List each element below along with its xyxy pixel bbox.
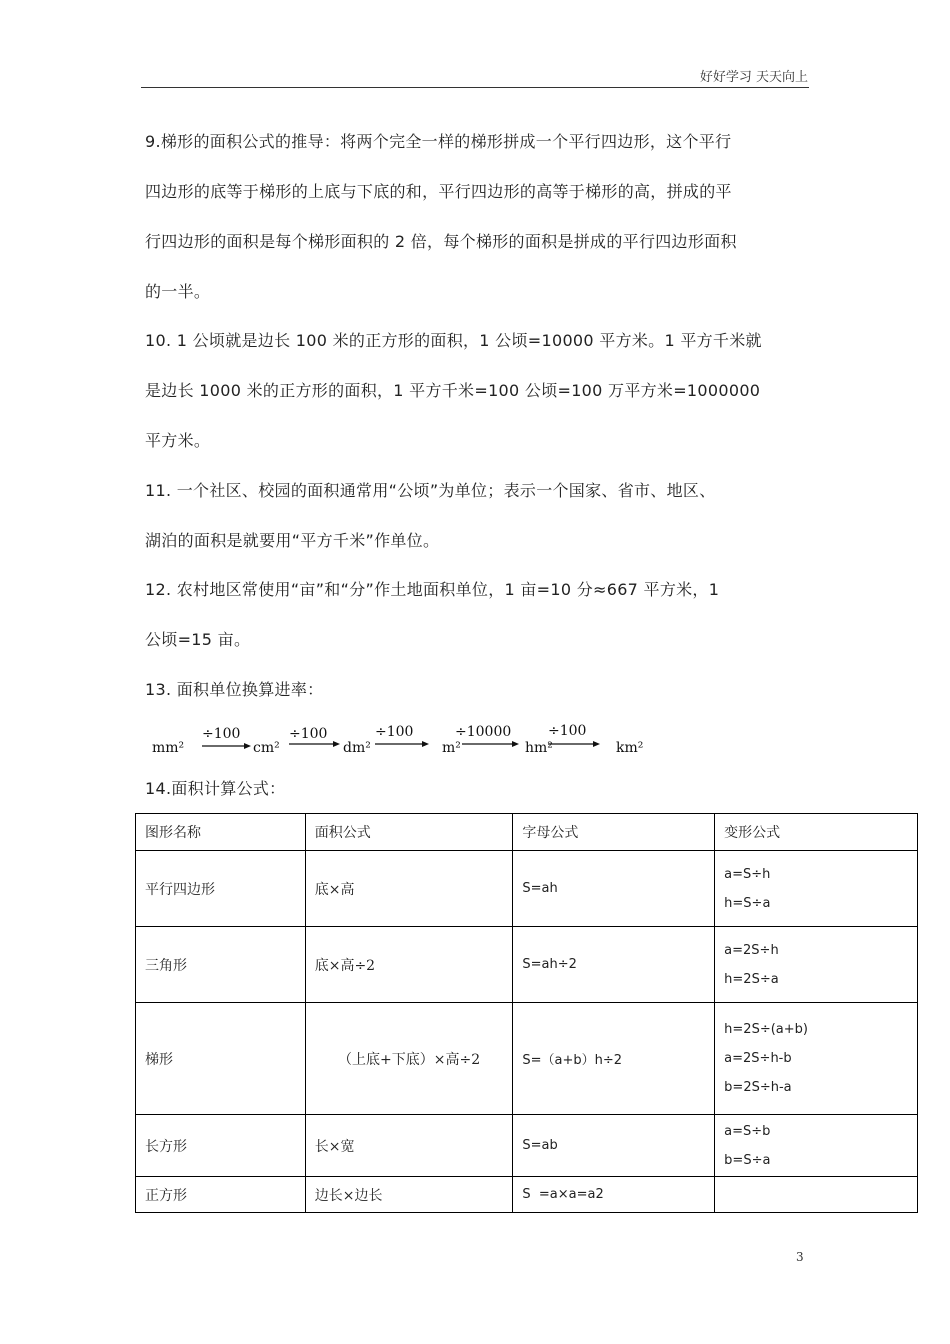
header-cell: 图形名称 — [136, 814, 306, 851]
area-formula-cell: 底×高÷2 — [305, 927, 513, 1003]
text-line: 9.梯形的面积公式的推导：将两个完全一样的梯形拼成一个平行四边形，这个平行 — [145, 132, 732, 151]
variant-formula: a=2S÷h — [724, 942, 779, 958]
text-line: 行四边形的面积是每个梯形面积的 2 倍，每个梯形的面积是拼成的平行四边形面积 — [145, 232, 737, 251]
shape-name-cell: 长方形 — [136, 1115, 306, 1177]
page-header-text: 好好学习 天天向上 — [699, 70, 808, 85]
header-rule — [141, 87, 809, 88]
text-line: 12. 农村地区常使用“亩”和“分”作土地面积单位，1 亩=10 分≈667 平方米，1 — [145, 580, 720, 599]
table-row — [136, 1115, 918, 1177]
arrowhead — [333, 741, 340, 747]
paragraph-12 — [145, 565, 815, 665]
header-cell: 字母公式 — [513, 814, 715, 851]
variant-formula-cell — [715, 1115, 918, 1177]
paragraph-9 — [145, 117, 815, 317]
table-row — [136, 1177, 918, 1213]
rate-label: ÷100 — [548, 723, 587, 739]
area-formula-cell: （上底+下底）×高÷2 — [305, 1003, 513, 1115]
letter-formula-cell: S=ab — [513, 1115, 715, 1177]
shape-name-cell: 正方形 — [136, 1177, 306, 1213]
area-formula-table — [135, 813, 918, 1213]
page-number: 3 — [796, 1250, 804, 1264]
variant-formula: h=2S÷a — [724, 971, 779, 987]
unit-hm2: hm² — [525, 740, 553, 756]
shape-name-cell: 三角形 — [136, 927, 306, 1003]
table-row — [136, 1003, 918, 1115]
text-line: 13. 面积单位换算进率： — [145, 680, 324, 699]
shape-name-cell: 梯形 — [136, 1003, 306, 1115]
variant-formula-cell — [715, 1177, 918, 1213]
text-line: 11. 一个社区、校园的面积通常用“公顷”为单位；表示一个国家、省市、地区、 — [145, 481, 716, 500]
rate-label: ÷10000 — [455, 724, 512, 740]
rate-label: ÷100 — [289, 726, 328, 742]
unit-m2: m² — [442, 740, 461, 756]
rate-label: ÷100 — [202, 726, 241, 742]
arrowhead — [593, 741, 600, 747]
area-formula-cell: 底×高 — [305, 851, 513, 927]
table-header-row — [136, 814, 918, 851]
text-line: 湖泊的面积是就要用“平方千米”作单位。 — [145, 531, 440, 550]
variant-formula-cell — [715, 851, 918, 927]
unit-mm2: mm² — [152, 740, 185, 756]
variant-formula: b=S÷a — [724, 1152, 771, 1168]
text-line: 的一半。 — [145, 282, 211, 301]
arrowhead — [422, 741, 429, 747]
text-line: 14.面积计算公式： — [145, 779, 286, 798]
paragraph-14 — [145, 764, 815, 814]
letter-formula-cell: S=ah÷2 — [513, 927, 715, 1003]
variant-formula-cell — [715, 1003, 918, 1115]
table-row — [136, 851, 918, 927]
unit-cm2: cm² — [253, 740, 280, 756]
area-formula-cell: 边长×边长 — [305, 1177, 513, 1213]
unit-conversion-chain — [150, 722, 670, 762]
table-row — [136, 927, 918, 1003]
variant-formula: h=S÷a — [724, 895, 771, 911]
area-formula-cell: 长×宽 — [305, 1115, 513, 1177]
variant-formula-cell — [715, 927, 918, 1003]
variant-formula: b=2S÷h-a — [724, 1080, 792, 1095]
letter-formula-cell: S=ah — [513, 851, 715, 927]
paragraph-11 — [145, 466, 815, 566]
letter-formula-cell: S =a×a=a2 — [513, 1177, 715, 1213]
header-cell: 变形公式 — [715, 814, 918, 851]
text-line: 平方米。 — [145, 431, 211, 450]
variant-formula: a=2S÷h-b — [724, 1051, 792, 1066]
rate-label: ÷100 — [375, 724, 414, 740]
text-line: 公顷=15 亩。 — [145, 630, 251, 649]
text-line: 10. 1 公顷就是边长 100 米的正方形的面积，1 公顷=10000 平方米。1 平方千米就 — [145, 331, 762, 350]
arrowhead — [512, 741, 519, 747]
unit-dm2: dm² — [343, 740, 371, 756]
paragraph-10 — [145, 316, 815, 466]
variant-formula: a=S÷b — [724, 1123, 771, 1139]
arrowhead — [244, 743, 251, 749]
text-line: 四边形的底等于梯形的上底与下底的和，平行四边形的高等于梯形的高，拼成的平 — [145, 182, 732, 201]
paragraph-13 — [145, 665, 815, 715]
shape-name-cell: 平行四边形 — [136, 851, 306, 927]
text-line: 是边长 1000 米的正方形的面积，1 平方千米=100 公顷=100 万平方米=1000000 — [145, 381, 761, 400]
header-cell: 面积公式 — [305, 814, 513, 851]
variant-formula: h=2S÷(a+b) — [724, 1022, 808, 1037]
unit-km2: km² — [616, 740, 644, 756]
letter-formula-cell: S=（a+b）h÷2 — [513, 1003, 715, 1115]
variant-formula: a=S÷h — [724, 866, 771, 882]
